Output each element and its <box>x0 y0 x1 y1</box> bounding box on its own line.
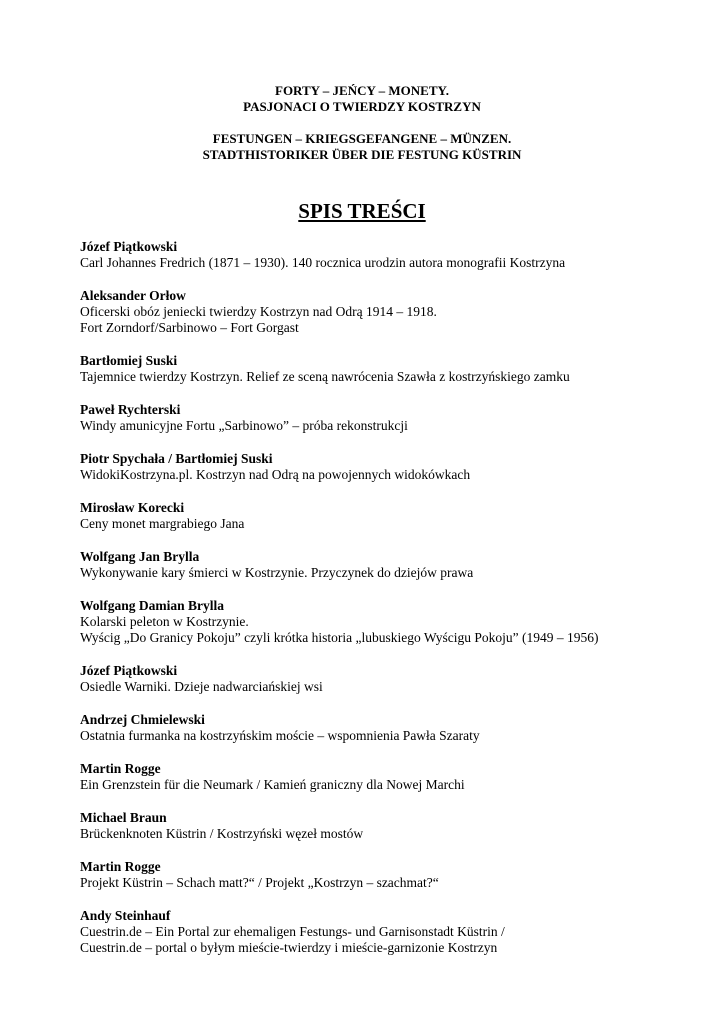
toc-heading: SPIS TREŚCI <box>298 199 426 223</box>
toc-entry-title-line: Windy amunicyjne Fortu „Sarbinowo” – próba rekonstrukcji <box>80 418 408 433</box>
toc-entry-title-line: Brückenknoten Küstrin / Kostrzyński węzeł mostów <box>80 826 364 841</box>
toc-entry-title-line: Wykonywanie kary śmierci w Kostrzynie. Przyczynek do dziejów prawa <box>80 565 474 580</box>
toc-entry <box>80 239 700 271</box>
toc-entry <box>80 549 700 581</box>
toc-entry <box>80 810 700 842</box>
toc-entry-title-line: Ostatnia furmanka na kostrzyńskim moście – wspomnienia Pawła Szaraty <box>80 728 480 743</box>
toc-entry-title-line: WidokiKostrzyna.pl. Kostrzyn nad Odrą na powojennych widokówkach <box>80 467 471 482</box>
toc-entry-author: Wolfgang Damian Brylla <box>80 598 225 613</box>
toc-entry <box>80 908 700 956</box>
toc-entry <box>80 663 700 695</box>
toc-entry-title-line: Cuestrin.de – Ein Portal zur ehemaligen Festungs- und Garnisonstadt Küstrin / <box>80 924 505 939</box>
toc-entry-author: Paweł Rychterski <box>80 402 181 417</box>
toc-entry <box>80 288 700 336</box>
toc-entry-title-line: Wyścig „Do Granicy Pokoju” czyli krótka historia „lubuskiego Wyścigu Pokoju” (1949 – 1956) <box>80 630 599 645</box>
toc-entry-title-line: Fort Zorndorf/Sarbinowo – Fort Gorgast <box>80 320 299 335</box>
toc-entry-author: Mirosław Korecki <box>80 500 185 515</box>
toc-entry-title-line: Kolarski peleton w Kostrzynie. <box>80 614 249 629</box>
title-de-line2: STADTHISTORIKER ÜBER DIE FESTUNG KÜSTRIN <box>202 147 522 162</box>
toc-entry-title-line: Carl Johannes Fredrich (1871 – 1930). 140 rocznica urodzin autora monografii Kostrzyna <box>80 255 566 270</box>
toc-entry-author: Michael Braun <box>80 810 167 825</box>
toc-entry-author: Aleksander Orłow <box>80 288 186 303</box>
toc-entry <box>80 712 700 744</box>
toc-entry-author: Martin Rogge <box>80 761 161 776</box>
toc-entry-title-line: Osiedle Warniki. Dzieje nadwarciańskiej wsi <box>80 679 323 694</box>
toc-entry <box>80 402 700 434</box>
toc-entry-title-line: Cuestrin.de – portal o byłym mieście-twierdzy i mieście-garnizonie Kostrzyn <box>80 940 498 955</box>
toc-entry <box>80 353 700 385</box>
toc-entry-author: Martin Rogge <box>80 859 161 874</box>
toc-entry-title-line: Tajemnice twierdzy Kostrzyn. Relief ze sceną nawrócenia Szawła z kostrzyńskiego zamku <box>80 369 570 384</box>
title-pl-line1: FORTY – JEŃCY – MONETY. <box>275 83 449 98</box>
toc-entry-title-line: Projekt Küstrin – Schach matt?“ / Projekt „Kostrzyn – szachmat?“ <box>80 875 439 890</box>
toc-entry-title-line: Ceny monet margrabiego Jana <box>80 516 245 531</box>
title-block <box>0 83 724 163</box>
toc-entry-author: Wolfgang Jan Brylla <box>80 549 200 564</box>
toc-entry-author: Andy Steinhauf <box>80 908 171 923</box>
toc-entry-author: Andrzej Chmielewski <box>80 712 205 727</box>
toc-entry <box>80 859 700 891</box>
toc-entry-title-line: Ein Grenzstein für die Neumark / Kamień graniczny dla Nowej Marchi <box>80 777 465 792</box>
toc-list <box>80 239 700 973</box>
toc-entry-author: Bartłomiej Suski <box>80 353 178 368</box>
toc-entry-title-line: Oficerski obóz jeniecki twierdzy Kostrzyn nad Odrą 1914 – 1918. <box>80 304 437 319</box>
toc-entry-author: Józef Piątkowski <box>80 239 178 254</box>
toc-entry <box>80 598 700 646</box>
title-pl-line2: PASJONACI O TWIERDZY KOSTRZYN <box>243 99 481 114</box>
toc-entry <box>80 761 700 793</box>
title-de-line1: FESTUNGEN – KRIEGSGEFANGENE – MÜNZEN. <box>212 131 512 146</box>
toc-entry-author: Piotr Spychała / Bartłomiej Suski <box>80 451 273 466</box>
toc-entry <box>80 500 700 532</box>
toc-entry-author: Józef Piątkowski <box>80 663 178 678</box>
toc-entry <box>80 451 700 483</box>
